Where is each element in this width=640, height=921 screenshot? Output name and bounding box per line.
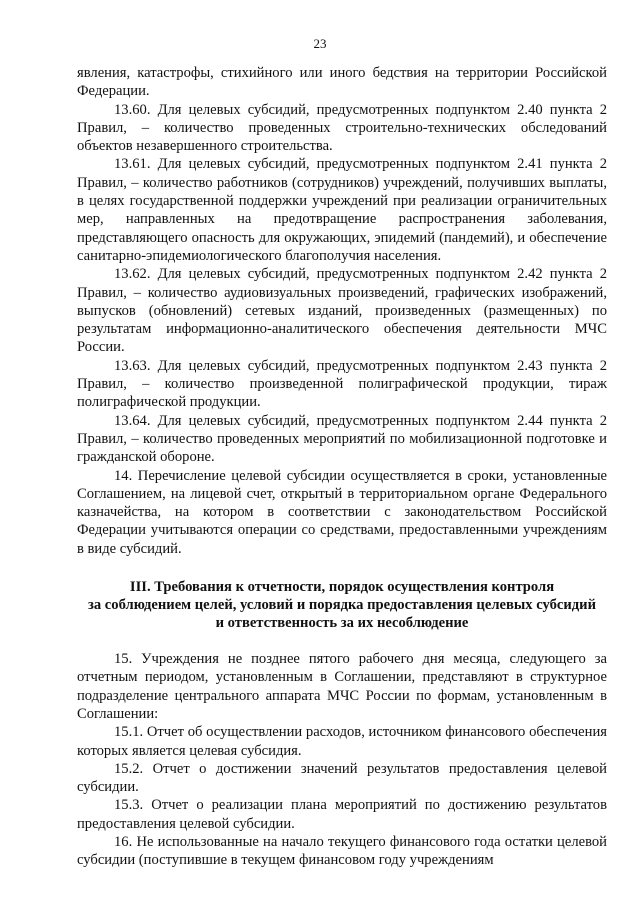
paragraph-13-60: 13.60. Для целевых субсидий, предусмотренных подпунктом 2.40 пункта 2 Правил, – количество проведенных строительно-технических обследований объектов незавершенного строительства.	[77, 101, 607, 155]
section-heading	[77, 578, 607, 632]
paragraph-15-3: 15.3. Отчет о реализации плана мероприятий по достижению результатов предоставления целевой субсидии.	[77, 797, 607, 832]
paragraph-15: 15. Учреждения не позднее пятого рабочего дня месяца, следующего за отчетным периодом, установленным в Соглашении, представляют в структурное подразделение центрального аппарата МЧС России по формам, установленным в Соглашении:	[77, 651, 607, 722]
paragraph-13-64: 13.64. Для целевых субсидий, предусмотренных подпунктом 2.44 пункта 2 Правил, – количество проведенных мероприятий по мобилизационной подготовке и гражданской обороне.	[77, 412, 607, 466]
paragraph-continuation: явления, катастрофы, стихийного или иного бедствия на территории Российской Федерации.	[77, 65, 607, 100]
document-body	[77, 64, 607, 870]
paragraph-14: 14. Перечисление целевой субсидии осуществляется в сроки, установленные Соглашением, на лицевой счет, открытый в территориальном органе Федерального казначейства, на котором в соответствии с законодательством Российской Федерации учитываются операции со средствами, предоставленными учреждениям в виде субсидий.	[77, 467, 607, 557]
paragraph-13-61: 13.61. Для целевых субсидий, предусмотренных подпунктом 2.41 пункта 2 Правил, – количество работников (сотрудников) учреждений, получивших выплаты, в целях государственной поддержки учреждений при реализации ограничительных мер, направленных на предотвращение распространения заболевания, представляющего опасность для окружающих, эпидемий (пандемий), и обеспечение санитарно-эпидемиологического благополучия населения.	[77, 156, 607, 264]
paragraph-13-63: 13.63. Для целевых субсидий, предусмотренных подпунктом 2.43 пункта 2 Правил, – количество произведенной полиграфической продукции, тираж полиграфической продукции.	[77, 357, 607, 411]
paragraph-13-62: 13.62. Для целевых субсидий, предусмотренных подпунктом 2.42 пункта 2 Правил, – количество аудиовизуальных произведений, графических изображений, выпусков (обновлений) сетевых изданий, произведенных (размещенных) по результатам информационно-аналитического обеспечения деятельности МЧС России.	[77, 266, 607, 356]
section-heading-line: и ответственность за их несоблюдение	[215, 615, 469, 632]
paragraph-15-2: 15.2. Отчет о достижении значений результатов предоставления целевой субсидии.	[77, 760, 607, 796]
page-number: 23	[313, 36, 327, 51]
paragraph-16: 16. Не использованные на начало текущего финансового года остатки целевой субсидии (поступившие в текущем финансовом году учреждениям	[77, 833, 607, 869]
section-heading-line: III. Требования к отчетности, порядок осуществления контроля	[129, 579, 555, 596]
section-heading-line: за соблюдением целей, условий и порядка предоставления целевых субсидий	[88, 597, 596, 614]
paragraph-15-1: 15.1. Отчет об осуществлении расходов, источником финансового обеспечения которых является целевая субсидия.	[77, 724, 607, 759]
